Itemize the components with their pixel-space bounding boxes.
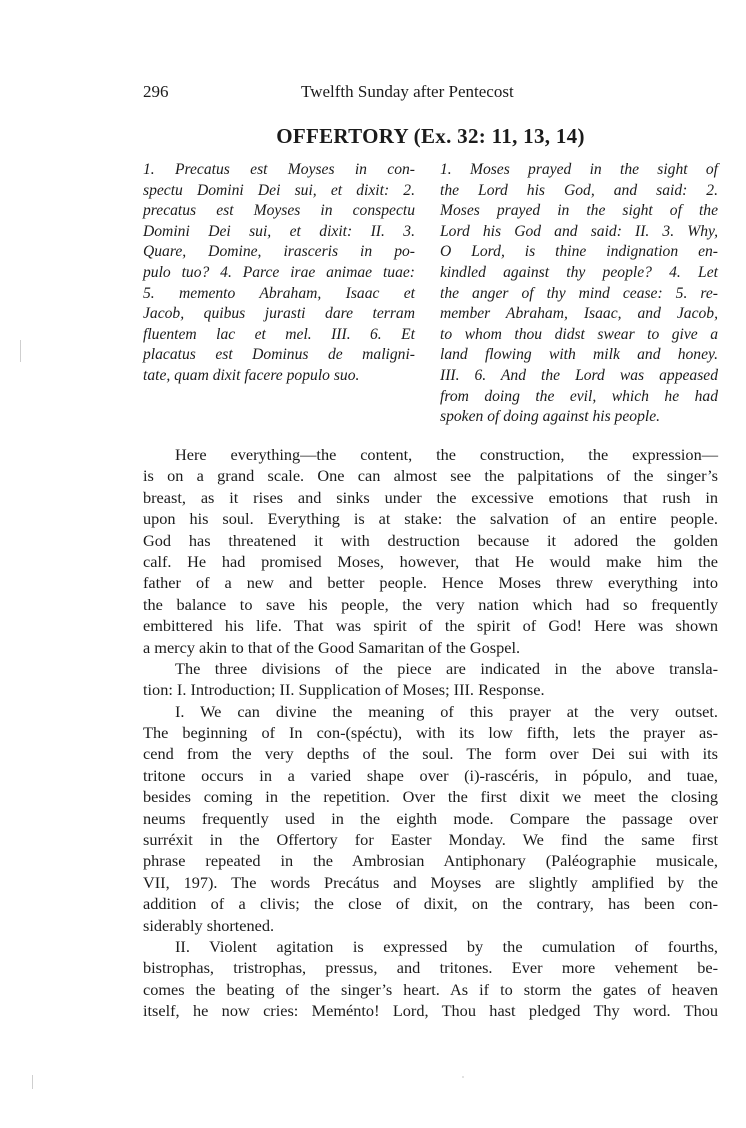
latin-line: pulo tuo? 4. Parce irae animae tuae: <box>143 263 415 281</box>
body-line: the balance to save his people, the very nation which had so frequently <box>143 594 718 614</box>
page-number: 296 <box>143 82 169 101</box>
body-line: tion: I. Introduction; II. Supplication of Moses; III. Response. <box>143 680 545 700</box>
body-line: comes the beating of the singer’s heart. As if to storm the gates of heaven <box>143 979 718 999</box>
english-line: O Lord, is thine indignation en- <box>440 243 718 261</box>
english-line: III. 6. And the Lord was appeased <box>440 366 718 384</box>
body-line: siderably shortened. <box>143 915 275 935</box>
english-line: Lord his God and said: II. 3. Why, <box>440 222 718 240</box>
body-line: upon his soul. Everything is at stake: the salvation of an entire people. <box>143 509 718 529</box>
body-line: is on a grand scale. One can almost see the palpitations of the singer’s <box>143 466 718 486</box>
english-line: spoken of doing against his people. <box>440 408 661 426</box>
english-line: from doing the evil, which he had <box>440 387 718 405</box>
latin-line: precatus est Moyses in conspectu <box>143 202 415 220</box>
latin-line: Quare, Domine, irasceris in po- <box>143 243 415 261</box>
english-line: kindled against thy people? 4. Let <box>440 263 718 281</box>
english-line: to whom thou didst swear to give a <box>440 325 718 343</box>
scan-artifact-dot <box>462 1076 464 1078</box>
latin-line: fluentem lac et mel. III. 6. Et <box>143 325 415 343</box>
latin-line: spectu Domini Dei sui, et dixit: 2. <box>143 181 415 199</box>
english-line: 1. Moses prayed in the sight of <box>440 161 718 178</box>
body-line: embittered his life. That was spirit of the spirit of God! Here was shown <box>143 616 718 636</box>
body-line: Here everything—the content, the construction, the expression— <box>175 445 718 464</box>
latin-line: tate, quam dixit facere populo suo. <box>143 366 360 384</box>
english-line: land flowing with milk and honey. <box>440 346 718 364</box>
body-line: breast, as it rises and sinks under the excessive emotions that rush in <box>143 487 718 507</box>
latin-text-column <box>143 160 415 387</box>
body-line: neums frequently used in the eighth mode. Compare the passage over <box>143 808 718 828</box>
body-line: The beginning of In con-(spéctu), with its low fifth, lets the prayer as- <box>143 723 718 743</box>
body-line: I. We can divine the meaning of this prayer at the very outset. <box>175 701 718 721</box>
running-title: Twelfth Sunday after Pentecost <box>301 82 514 101</box>
english-translation-column <box>440 160 718 428</box>
body-line: itself, he now cries: Meménto! Lord, Thou hast pledged Thy word. Thou <box>143 1001 718 1021</box>
english-line: Moses prayed in the sight of the <box>440 202 718 220</box>
english-line: member Abraham, Isaac, and Jacob, <box>440 305 718 323</box>
english-line: the Lord his God, and said: 2. <box>440 181 718 199</box>
body-line: II. Violent agitation is expressed by the cumulation of fourths, <box>175 936 718 956</box>
scan-artifact-line <box>32 1075 33 1089</box>
scan-artifact-line <box>20 340 21 362</box>
body-line: phrase repeated in the Ambrosian Antiphonary (Paléographie musicale, <box>143 851 718 871</box>
running-head <box>143 82 718 106</box>
body-line: a mercy akin to that of the Good Samaritan of the Gospel. <box>143 637 521 657</box>
english-line: the anger of thy mind cease: 5. re- <box>440 284 718 302</box>
latin-line: 5. memento Abraham, Isaac et <box>143 284 415 302</box>
body-line: calf. He had promised Moses, however, that He would make him the <box>143 551 718 571</box>
body-line: The three divisions of the piece are indicated in the above transla- <box>175 658 718 678</box>
body-line: besides coming in the repetition. Over the first dixit we meet the closing <box>143 787 718 807</box>
latin-line: 1. Precatus est Moyses in con- <box>143 161 415 178</box>
body-line: father of a new and better people. Hence Moses threw everything into <box>143 573 718 593</box>
latin-line: Domini Dei sui, et dixit: II. 3. <box>143 222 415 240</box>
body-line: God has threatened it with destruction because it adored the golden <box>143 530 718 550</box>
body-line: VII, 197). The words Precátus and Moyses are slightly amplified by the <box>143 872 718 892</box>
section-heading: OFFERTORY (Ex. 32: 11, 13, 14) <box>276 124 585 148</box>
body-line: bistrophas, tristrophas, pressus, and tritones. Ever more vehement be- <box>143 958 718 978</box>
body-line: cend from the very depths of the soul. The form over Dei sui with its <box>143 744 718 764</box>
body-line: surréxit in the Offertory for Easter Monday. We find the same first <box>143 830 718 850</box>
latin-line: placatus est Dominus de maligni- <box>143 346 415 364</box>
body-line: tritone occurs in a varied shape over (i)-rascéris, in pópulo, and tuae, <box>143 765 718 785</box>
body-line: addition of a clivis; the close of dixit, on the contrary, has been con- <box>143 894 718 914</box>
commentary-body <box>143 444 718 1022</box>
latin-line: Jacob, quibus jurasti dare terram <box>143 305 415 323</box>
